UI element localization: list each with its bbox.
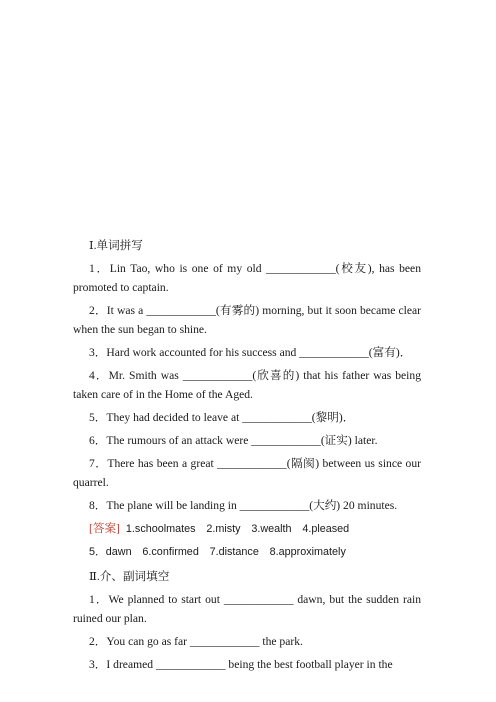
question-4: 4．Mr. Smith was ____________(欣喜的) that his father was being taken care of in the Home of the Aged. [73, 369, 421, 401]
section-heading-spelling: Ⅰ.单词拼写 [89, 239, 143, 252]
question-7: 7．There has been a great ____________(隔阂) between us since our quarrel. [73, 457, 421, 489]
question-5: 5．They had decided to leave at ____________(黎明)． [89, 411, 355, 424]
question-ii-3: 3．I dreamed ____________ being the best football player in the [89, 658, 393, 671]
answer-items-1: 1.schoolmates 2.misty 3.wealth 4.pleased [125, 523, 350, 535]
question-3: 3．Hard work accounted for his success and ____________(富有)． [89, 346, 412, 359]
answer-items-2: 5．dawn 6.confirmed 7.distance 8.approximately [89, 546, 346, 558]
question-6: 6．The rumours of an attack were ____________(证实) later. [89, 434, 378, 447]
question-ii-2: 2．You can go as far ____________ the park. [89, 635, 303, 648]
question-ii-1: 1．We planned to start out ____________ dawn, but the sudden rain ruined our plan. [73, 593, 421, 625]
section-heading-prepositions: Ⅱ.介、副词填空 [89, 570, 170, 583]
question-2: 2．It was a ____________(有雾的) morning, but it soon became clear when the sun began to shine. [73, 304, 421, 336]
answer-block-line-2 [73, 543, 421, 562]
exercise-content [73, 237, 421, 678]
question-8: 8．The plane will be landing in ____________(大约) 20 minutes. [89, 499, 398, 512]
answer-label: [答案] [89, 522, 120, 535]
answer-block-line-1 [73, 519, 421, 539]
question-1: 1．Lin Tao, who is one of my old ____________(校友), has been promoted to captain. [73, 262, 421, 294]
